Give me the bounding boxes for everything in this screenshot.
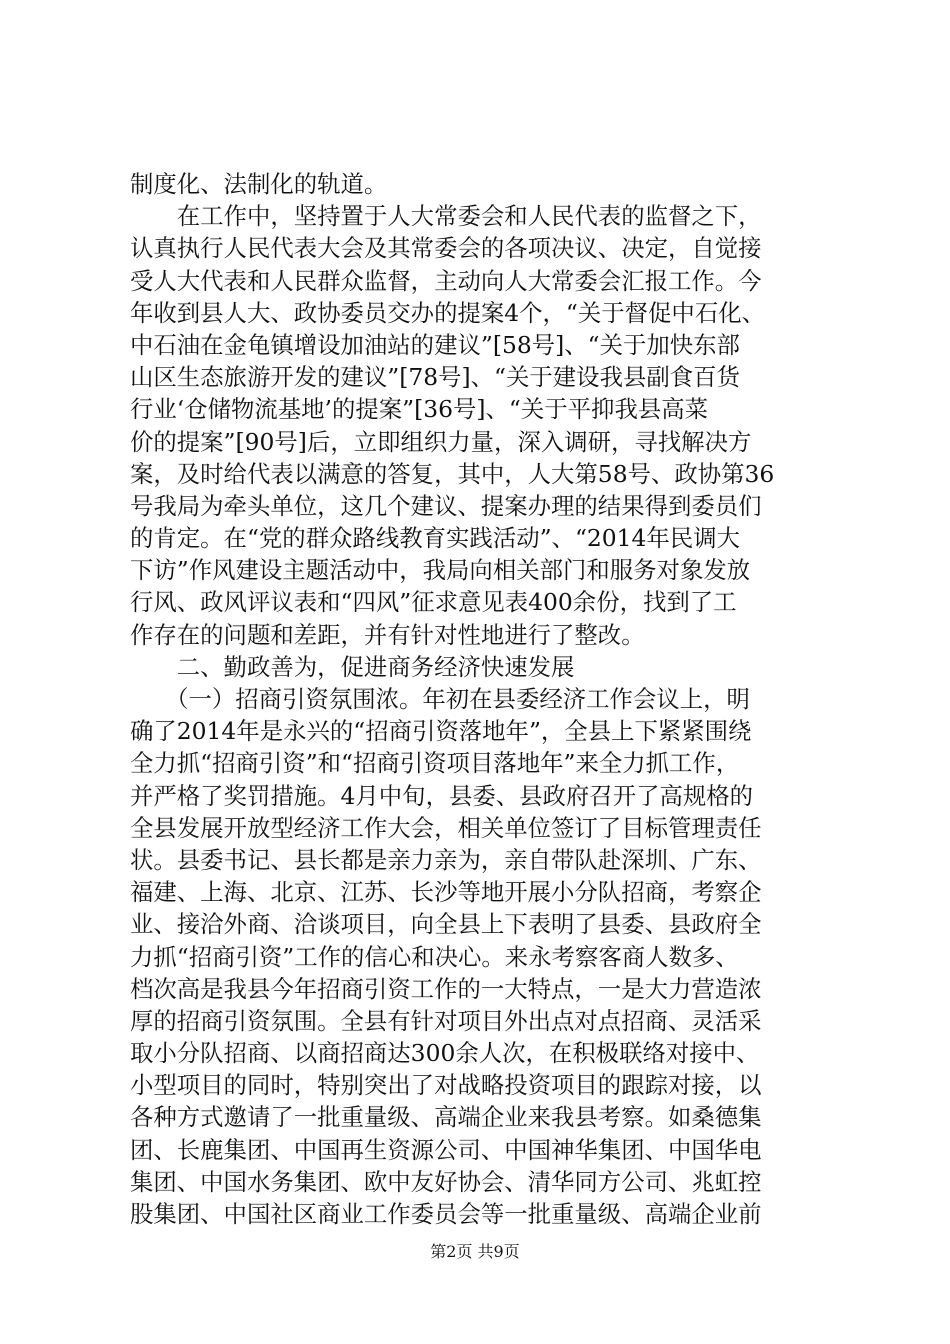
text-line: 年收到县人大、政协委员交办的提案4个，“关于督促中石化、: [130, 298, 765, 327]
text-line: 全力抓“招商引资”和“招商引资项目落地年”来全力抓工作，: [130, 749, 740, 778]
text-line: 档次高是我县今年招商引资工作的一大特点，一是大力营造浓: [130, 974, 762, 1003]
text-line: 作存在的问题和差距，并有针对性地进行了整改。: [130, 620, 645, 649]
text-line: 全县发展开放型经济工作大会，相关单位签订了目标管理责任: [130, 813, 762, 842]
text-line: 各种方式邀请了一批重量级、高端企业来我县考察。如桑德集: [130, 1103, 762, 1132]
text-line: 在工作中，坚持置于人大常委会和人民代表的监督之下，: [130, 202, 762, 231]
page-footer: 第2页 共9页: [430, 1242, 520, 1261]
text-line: 福建、上海、北京、江苏、长沙等地开展小分队招商，考察企: [130, 878, 762, 907]
text-line: 的肯定。在“党的群众路线教育实践活动”、“2014年民调大: [130, 524, 740, 553]
text-line: 中石油在金龟镇增设加油站的建议”[58号]、“关于加快东部: [130, 330, 740, 359]
document-body: [130, 168, 830, 1230]
text-line: 取小分队招商、以商招商达300余人次，在积极联络对接中、: [130, 1039, 760, 1068]
text-line: 力抓“招商引资”工作的信心和决心。来永考察客商人数多、: [130, 942, 739, 971]
text-line: 山区生态旅游开发的建议”[78号]、“关于建设我县副食百货: [130, 363, 740, 392]
text-line: 号我局为牵头单位，这几个建议、提案办理的结果得到委员们: [130, 491, 762, 520]
text-line: 厚的招商引资氛围。全县有针对项目外出点对点招商、灵活采: [130, 1006, 762, 1035]
text-line: 业、接洽外商、洽谈项目，向全县上下表明了县委、县政府全: [130, 910, 762, 939]
text-line: 认真执行人民代表大会及其常委会的各项决议、决定，自觉接: [130, 234, 762, 263]
text-line: 制度化、法制化的轨道。: [130, 170, 388, 198]
text-line: 集团、中国水务集团、欧中友好协会、清华同方公司、兆虹控: [130, 1167, 762, 1196]
text-line: 团、长鹿集团、中国再生资源公司、中国神华集团、中国华电: [130, 1135, 762, 1164]
text-line: （一）招商引资氛围浓。年初在县委经济工作会议上，明: [130, 685, 750, 713]
text-line: 小型项目的同时，特别突出了对战略投资项目的跟踪对接，以: [130, 1071, 762, 1100]
text-line: 状。县委书记、县长都是亲力亲为，亲自带队赴深圳、广东、: [130, 845, 762, 874]
text-line: 行风、政风评议表和“四风”征求意见表400余份，找到了工: [130, 588, 737, 617]
text-line: 价的提案”[90号]后，立即组织力量，深入调研，寻找解决方: [130, 427, 752, 456]
text-line: 下访”作风建设主题活动中，我局向相关部门和服务对象发放: [130, 556, 751, 585]
text-line: 并严格了奖罚措施。4月中旬，县委、县政府召开了高规格的: [130, 781, 754, 810]
text-line: 案，及时给代表以满意的答复，其中，人大第58号、政协第36: [130, 459, 775, 488]
text-line: 确了2014年是永兴的“招商引资落地年”，全县上下紧紧围绕: [130, 717, 752, 746]
text-line: 行业‘仓储物流基地’的提案”[36号]、“关于平抑我县高菜: [130, 395, 709, 424]
text-line: 股集团、中国社区商业工作委员会等一批重量级、高端企业前: [130, 1200, 762, 1228]
text-line: 受人大代表和人民群众监督，主动向人大常委会汇报工作。今: [130, 266, 762, 295]
text-line: 二、勤政善为，促进商务经济快速发展: [130, 652, 575, 681]
